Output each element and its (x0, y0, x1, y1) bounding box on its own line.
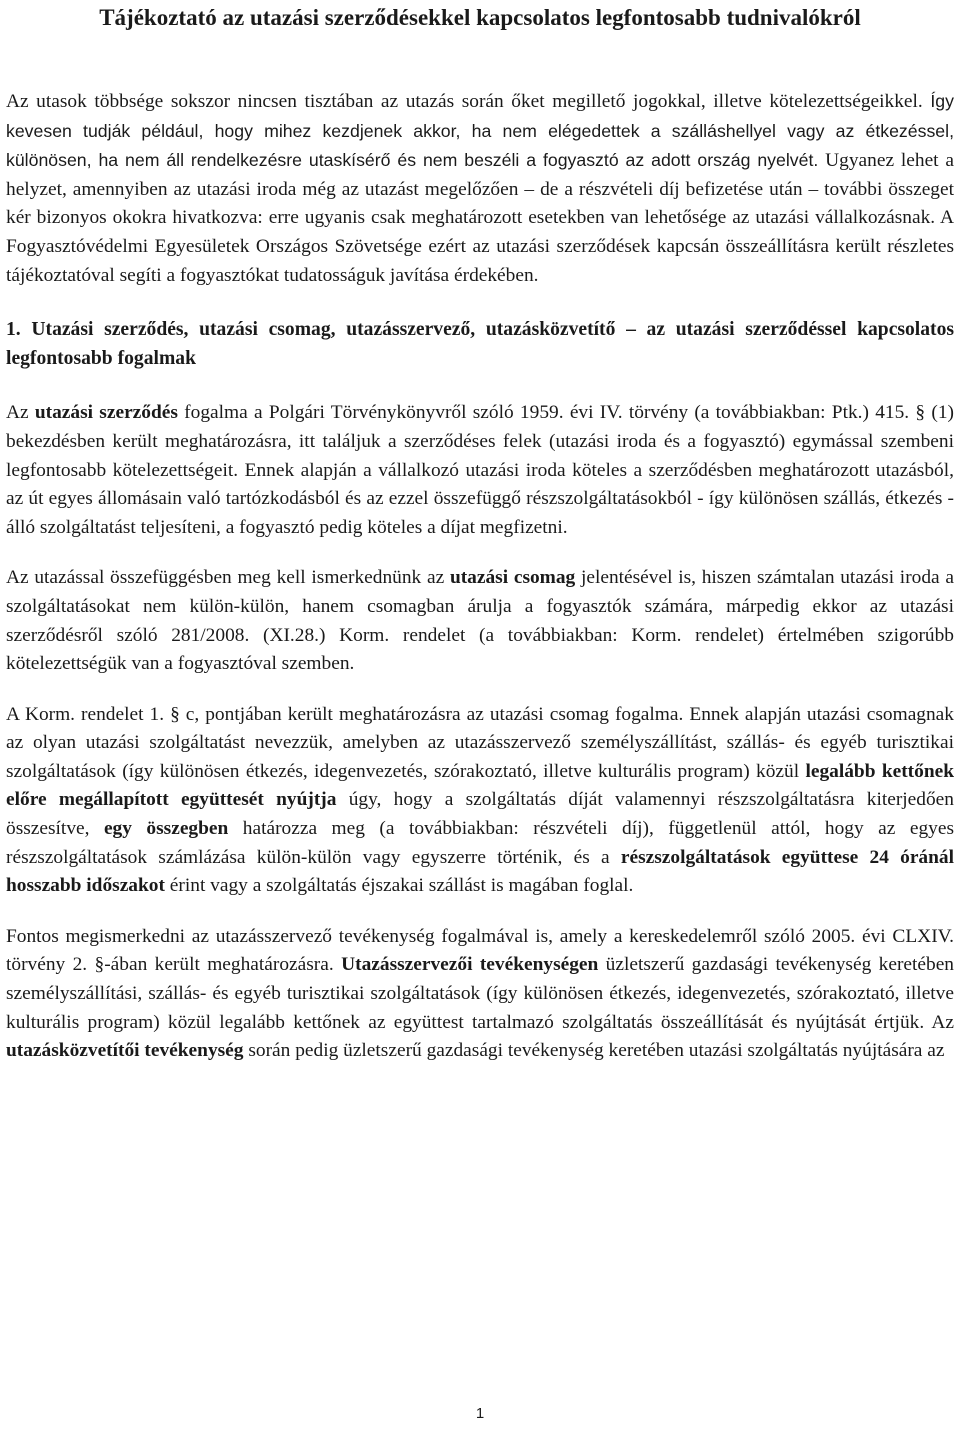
text-run: során pedig üzletszerű gazdasági tevékenység keretében utazási szolgáltatás nyújtására az (243, 1040, 945, 1062)
bold-term: utazási csomag (449, 567, 576, 589)
bold-term: egy összegben (103, 818, 229, 840)
text-run: Ennek alapján utazási csomagnak az olyan utazási szolgáltatást nevezzük, amelyben az utazásszervező személyszállítást, szállás- és egyéb turisztikai szolgáltatások (így különösen étkezés, idegenvezetés, szórakoztató, illetve kulturális program) közül (6, 703, 954, 782)
paragraph-utazasi-csomag (6, 564, 954, 678)
bold-term: utazásközvetítői tevékenység (6, 1040, 244, 1062)
bold-term: részszolgáltatások együttese 24 óránál hosszabb időszakot (6, 846, 954, 897)
bold-term: utazási szerződés (34, 402, 178, 424)
paragraph-utazasszervezo (6, 923, 954, 1066)
text-run: Az (924, 1011, 954, 1033)
text-run: Ennek alapján a vállalkozó utazási iroda köteles a szerződésben meghatározott utazásból, az út egyes állomásain való tartózkodásból és az ezzel összefüggő részszolgáltatásokból - így különösen szállás, étkezés - álló szolgáltatást teljesíteni, a fogyasztó pedig köteles a díjat megfizetni. (6, 459, 954, 538)
text-run: Az (6, 402, 35, 424)
text-run: úgy, hogy a szolgáltatás díját valamennyi részszolgáltatásra kiterjedően összesítve, (6, 789, 954, 840)
intro-text-3: Ugyanez lehet a helyzet, amennyiben az utazási iroda még az utazást megelőzően – de a részvételi díj befizetése után – további összeget kér bizonyos okokra hivatkozva: erre ugyanis csak meghatározott esetekben van lehetősége az utazási vállalkozásnak. (6, 150, 954, 229)
text-run: Az utazással összefüggésben meg kell ismerkednünk az (6, 567, 450, 589)
section-1-heading: 1. Utazási szerződés, utazási csomag, utazásszervező, utazásközvetítő – az utazási szerződéssel kapcsolatos legfontosabb fogalmak (6, 319, 954, 369)
intro-text-1: Az utasok többsége sokszor nincsen tisztában az utazás során őket megillető jogokkal, illetve kötelezettségeikkel. (6, 91, 923, 112)
text-run (334, 954, 341, 975)
page-number: 1 (475, 1405, 485, 1422)
text-run: fogalma a Polgári Törvénykönyvről szóló 1959. évi IV. törvény (a továbbiakban: Ptk.) 415. § (1) bekezdésben került meghatározásra, itt találjuk a szerződéses felek (utazási iroda és a fogyasztó) egymással szembeni legfontosabb kötelezettségeit. (6, 402, 954, 481)
text-run: üzletszerű gazdasági tevékenység keretében személyszállítási, szállás- és egyéb turisztikai szolgáltatások (így különösen étkezés, idegenvezetés, szórakoztató, illetve kulturális program) közül legalább kettőnek az együttest tartalmazó szolgáltatás összeállítását és nyújtását értjük. (6, 954, 955, 1033)
intro-text-2: Így kevesen tudják például, hogy mihez kezdjenek akkor, ha nem elégedettek a szálláshellyel vagy az étkezéssel, különösen, ha nem áll rendelkezésre utaskísérő és nem beszéli a fogyasztó az adott ország nyelvét. (6, 91, 954, 171)
bold-term: legalább kettőnek előre megállapított együttesét nyújtja (6, 760, 955, 811)
document-title: Tájékoztató az utazási szerződésekkel kapcsolatos legfontosabb tudnivalókról (99, 5, 861, 30)
intro-text-4: A Fogyasztóvédelmi Egyesületek Országos Szövetsége ezért az utazási szerződések kapcsán összeállításra került részletes tájékoztatóval segíti a fogyasztókat tudatosságuk javítása érdekében. (6, 207, 954, 286)
text-run: Fontos megismerkedni az utazásszervező tevékenység fogalmával is, amely a kereskedelemről szóló 2005. évi CLXIV. törvény 2. §-ában került meghatározásra. (6, 925, 954, 976)
intro-paragraph (6, 87, 954, 290)
paragraph-korm-rendelet (6, 701, 954, 901)
text-run: jelentésével is, hiszen számtalan utazási iroda a szolgáltatásokat nem külön-külön, hanem csomagban árulja a fogyasztók számára, márpedig ekkor az utazási szerződésről szóló 281/2008. (XI.28.) Korm. rendelet (a továbbiakban: Korm. rendelet) értelmében szigorúbb kötelezettségük van a fogyasztóval szemben. (6, 567, 954, 675)
paragraph-utazasi-szerzodes (6, 399, 954, 542)
text-run: határozza meg (a továbbiakban: részvételi díj), függetlenül attól, hogy az egyes részszolgáltatások számlázása külön-külön vagy egyszerre történik, és a (6, 818, 954, 868)
bold-term: Utazásszervezői tevékenységen (341, 954, 599, 976)
text-run: A Korm. rendelet 1. § c, pontjában került meghatározásra az utazási csomag fogalma. (6, 703, 684, 725)
text-run: érint vagy a szolgáltatás éjszakai szállást is magában foglal. (164, 875, 634, 897)
